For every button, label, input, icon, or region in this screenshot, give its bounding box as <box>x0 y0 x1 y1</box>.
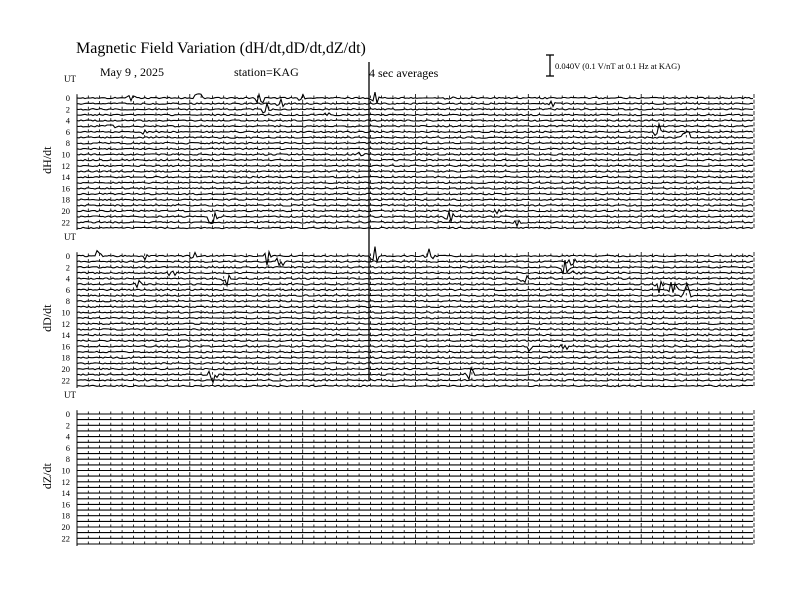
minute-ticks <box>77 427 754 431</box>
minute-ticks <box>77 483 754 487</box>
minute-ticks <box>77 314 754 318</box>
minute-ticks <box>77 534 754 538</box>
minute-ticks <box>77 489 754 493</box>
minute-ticks <box>77 444 754 448</box>
minute-ticks <box>77 359 754 363</box>
minute-ticks <box>77 292 754 296</box>
minute-ticks <box>77 105 754 109</box>
minute-ticks <box>77 495 754 499</box>
hour-label: 0 <box>65 251 70 261</box>
minute-ticks <box>77 342 754 346</box>
hour-label: 2 <box>65 420 70 431</box>
minute-ticks <box>77 297 754 301</box>
minute-ticks <box>77 263 754 267</box>
hour-label: 4 <box>65 115 70 126</box>
hour-label: 0 <box>65 93 70 103</box>
hour-label: 8 <box>65 454 70 465</box>
hour-label: 18 <box>61 194 70 205</box>
minute-ticks <box>77 280 754 284</box>
panel-axis-label: dD/dt <box>40 304 54 332</box>
minute-ticks <box>77 156 754 160</box>
hour-label: 18 <box>61 510 70 521</box>
hour-label: 16 <box>61 341 70 352</box>
minute-ticks <box>77 269 754 273</box>
minute-ticks <box>77 320 754 324</box>
minute-ticks <box>77 275 754 279</box>
hour-label: 2 <box>65 262 70 273</box>
minute-ticks <box>77 258 754 262</box>
hour-label: 8 <box>65 296 70 307</box>
hour-label: 10 <box>61 307 70 318</box>
minute-ticks <box>77 365 754 369</box>
minute-ticks <box>77 100 754 104</box>
minute-ticks <box>77 529 754 533</box>
panel-dddt <box>40 232 754 388</box>
date-label: May 9 , 2025 <box>100 65 164 79</box>
minute-ticks <box>77 179 754 183</box>
minute-ticks <box>77 134 754 138</box>
panels <box>40 62 754 546</box>
hour-label: 16 <box>61 499 70 510</box>
minute-ticks <box>77 472 754 476</box>
minute-ticks <box>77 117 754 121</box>
minute-ticks <box>77 506 754 510</box>
hour-label: 16 <box>61 183 70 194</box>
averaging-label: 4 sec averages <box>369 66 439 80</box>
minute-ticks <box>77 354 754 358</box>
hour-label: 20 <box>61 522 70 532</box>
minute-ticks <box>77 410 754 414</box>
minute-ticks <box>77 111 754 115</box>
minute-ticks <box>77 213 754 217</box>
minute-ticks <box>77 433 754 437</box>
minute-ticks <box>77 201 754 205</box>
minute-ticks <box>77 371 754 375</box>
hour-label: 14 <box>61 330 70 341</box>
minute-ticks <box>77 224 754 228</box>
hour-label: 2 <box>65 104 70 115</box>
hour-label: 4 <box>65 431 70 442</box>
minute-ticks <box>77 325 754 329</box>
hour-label: 6 <box>65 284 70 295</box>
minute-ticks <box>77 128 754 132</box>
minute-ticks <box>77 382 754 386</box>
minute-ticks <box>77 461 754 465</box>
hour-label: 14 <box>61 172 70 183</box>
minute-ticks <box>77 190 754 194</box>
hour-label: 20 <box>61 364 70 374</box>
minute-ticks <box>77 523 754 527</box>
hour-label: 22 <box>61 217 70 228</box>
minute-ticks <box>77 173 754 177</box>
panel-dhdt <box>40 74 754 230</box>
hour-label: 10 <box>61 149 70 160</box>
minute-ticks <box>77 207 754 211</box>
minute-ticks <box>77 184 754 188</box>
hour-label: 14 <box>61 488 70 499</box>
hour-label: 18 <box>61 352 70 363</box>
minute-ticks <box>77 500 754 504</box>
minute-ticks <box>77 467 754 471</box>
minute-ticks <box>77 478 754 482</box>
hour-label: 6 <box>65 126 70 137</box>
panel-dzdt <box>40 390 754 546</box>
minute-ticks <box>77 455 754 459</box>
hour-label: 12 <box>61 476 70 487</box>
panel-axis-label: dZ/dt <box>40 463 54 490</box>
minute-ticks <box>77 286 754 290</box>
hour-label: 22 <box>61 533 70 544</box>
ut-label: UT <box>64 390 76 400</box>
scale-bar <box>546 55 554 76</box>
minute-ticks <box>77 303 754 307</box>
minute-ticks <box>77 162 754 166</box>
hour-label: 12 <box>61 160 70 171</box>
hour-label: 20 <box>61 206 70 216</box>
hour-label: 6 <box>65 442 70 453</box>
hour-label: 10 <box>61 465 70 476</box>
minute-ticks <box>77 94 754 98</box>
hour-label: 4 <box>65 273 70 284</box>
minute-ticks <box>77 517 754 521</box>
hour-label: 12 <box>61 318 70 329</box>
hour-label: 0 <box>65 409 70 419</box>
panel-axis-label: dH/dt <box>40 146 54 174</box>
minute-ticks <box>77 122 754 126</box>
minute-ticks <box>77 438 754 442</box>
minute-ticks <box>77 139 754 143</box>
minute-ticks <box>77 331 754 335</box>
ut-label: UT <box>64 232 76 242</box>
minute-ticks <box>77 145 754 149</box>
minute-ticks <box>77 421 754 425</box>
minute-ticks <box>77 416 754 420</box>
minute-ticks <box>77 450 754 454</box>
scale-label: 0.040V (0.1 V/nT at 0.1 Hz at KAG) <box>555 61 681 71</box>
hour-label: 22 <box>61 375 70 386</box>
minute-ticks <box>77 252 754 256</box>
minute-ticks <box>77 337 754 341</box>
minute-ticks <box>77 348 754 352</box>
ut-label: UT <box>64 74 76 84</box>
minute-ticks <box>77 218 754 222</box>
minute-ticks <box>77 151 754 155</box>
minute-ticks <box>77 309 754 313</box>
minute-ticks <box>77 512 754 516</box>
hour-label: 8 <box>65 138 70 149</box>
minute-ticks <box>77 376 754 380</box>
plot-title: Magnetic Field Variation (dH/dt,dD/dt,dZ/dt) <box>76 40 366 57</box>
minute-ticks <box>77 540 754 544</box>
minute-ticks <box>77 167 754 171</box>
plot-header <box>76 40 680 80</box>
minute-ticks <box>77 196 754 200</box>
station-label: station=KAG <box>234 65 299 79</box>
